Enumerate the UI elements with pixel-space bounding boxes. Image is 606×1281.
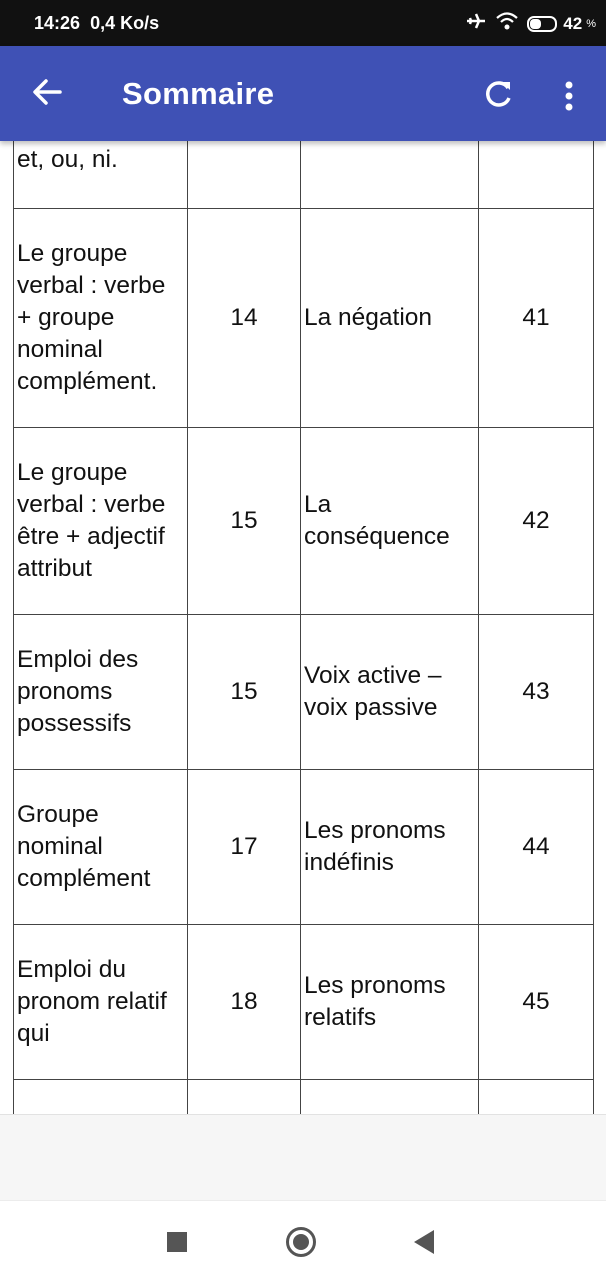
page-number bbox=[188, 141, 301, 209]
status-time: 14:26 0,4 Ko/s bbox=[34, 13, 160, 33]
page-number bbox=[479, 141, 594, 209]
bottom-panel bbox=[0, 1114, 606, 1201]
lesson-title bbox=[14, 1080, 188, 1115]
page-number: 44 bbox=[479, 770, 594, 925]
app-bar bbox=[0, 46, 606, 141]
battery-icon bbox=[527, 16, 557, 32]
table-row[interactable] bbox=[14, 1080, 594, 1115]
wifi-icon bbox=[495, 11, 519, 36]
recents-square-icon[interactable] bbox=[167, 1232, 187, 1252]
lesson-title: Voix active – voix passive bbox=[301, 615, 479, 770]
page-number: 15 bbox=[188, 428, 301, 615]
back-arrow-icon[interactable] bbox=[28, 72, 68, 112]
lesson-title: Emploi du pronom relatif qui bbox=[14, 925, 188, 1080]
page-number: 41 bbox=[479, 209, 594, 428]
status-icons bbox=[465, 11, 596, 36]
page-number bbox=[479, 1080, 594, 1115]
page-title: Sommaire bbox=[122, 76, 275, 111]
refresh-icon[interactable] bbox=[478, 74, 518, 114]
status-bar bbox=[0, 0, 606, 46]
page-number: 14 bbox=[188, 209, 301, 428]
page-number: 43 bbox=[479, 615, 594, 770]
table-row[interactable] bbox=[14, 141, 594, 209]
table-row[interactable] bbox=[14, 925, 594, 1080]
back-triangle-icon[interactable] bbox=[414, 1230, 434, 1254]
page-number bbox=[188, 1080, 301, 1115]
lesson-title: et, ou, ni. bbox=[14, 141, 188, 209]
airplane-icon bbox=[465, 11, 487, 36]
lesson-title: Groupe nominal complément bbox=[14, 770, 188, 925]
table-row[interactable] bbox=[14, 428, 594, 615]
network-speed: 0,4 Ko/s bbox=[90, 13, 160, 33]
lesson-title: Les pronoms relatifs bbox=[301, 925, 479, 1080]
more-vert-icon[interactable] bbox=[554, 76, 584, 116]
battery-unit: % bbox=[586, 17, 596, 30]
table-row[interactable] bbox=[14, 770, 594, 925]
lesson-title: La conséquence bbox=[301, 428, 479, 615]
summary-table-container[interactable] bbox=[0, 141, 606, 1114]
system-nav-bar bbox=[0, 1200, 606, 1281]
home-circle-icon[interactable] bbox=[286, 1227, 316, 1257]
page-number: 17 bbox=[188, 770, 301, 925]
lesson-title: Le groupe verbal : verbe être + adjectif attribut bbox=[14, 428, 188, 615]
lesson-title bbox=[301, 1080, 479, 1115]
lesson-title: La négation bbox=[301, 209, 479, 428]
page-number: 45 bbox=[479, 925, 594, 1080]
page-number: 15 bbox=[188, 615, 301, 770]
summary-table bbox=[13, 141, 594, 1114]
page-number: 42 bbox=[479, 428, 594, 615]
battery-level: 42 bbox=[563, 13, 583, 33]
lesson-title bbox=[301, 141, 479, 209]
lesson-title: Les pronoms indéfinis bbox=[301, 770, 479, 925]
lesson-title: Emploi des pronoms possessifs bbox=[14, 615, 188, 770]
table-row[interactable] bbox=[14, 209, 594, 428]
table-row[interactable] bbox=[14, 615, 594, 770]
page-number: 18 bbox=[188, 925, 301, 1080]
lesson-title: Le groupe verbal : verbe + groupe nominal complément. bbox=[14, 209, 188, 428]
